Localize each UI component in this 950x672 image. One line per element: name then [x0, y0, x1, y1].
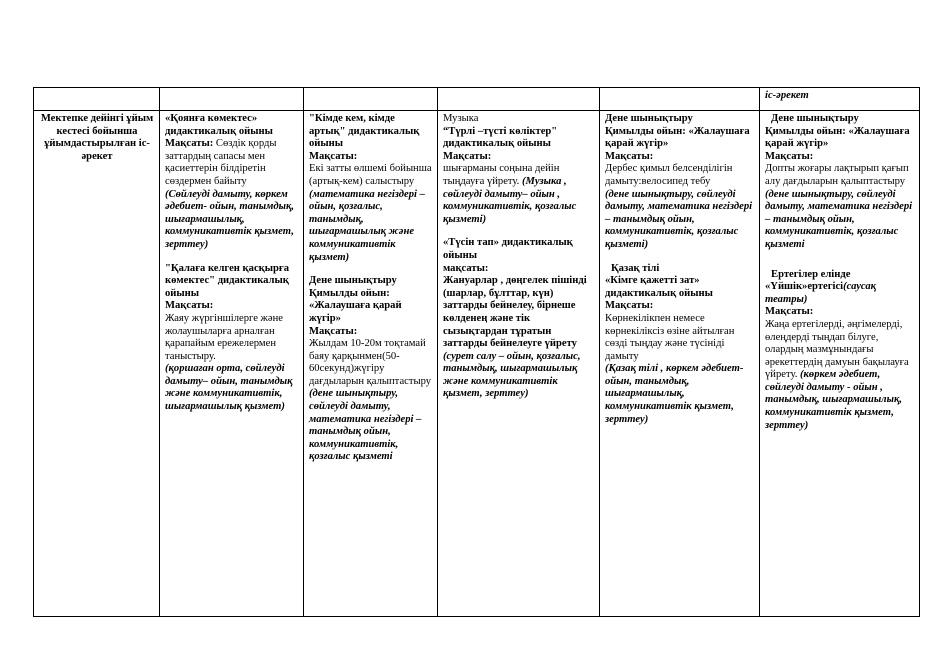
day-cell-3 [438, 111, 600, 617]
activity-areas: (көркем әдебиет, сөйлеуді дамыту - ойын , танымдық, шығармашылық, коммуникативтік қызмет, зерттеу) [765, 369, 902, 431]
activity-areas: (математика негіздері – ойын, қозғалыс, танымдық, шығармашылық және коммуникативтік қызмет) [309, 188, 425, 263]
goal-text: Жаяу жүргіншілерге және жолаушыларға арналған қарапайым ережелермен таныстыру. [165, 312, 283, 362]
goal-text: Жаңа ертегілерді, әңгімелерді, өлеңдерді тыңдап білуге, олардың мазмұнындағы әрекеттердің дамуын бақылауға үйрету. [765, 318, 909, 381]
goal-text: шығарманы соңына дейін тыңдауға үйрету. [443, 163, 560, 187]
top-cell-3 [304, 88, 438, 111]
goal-label: Мақсаты: [765, 306, 814, 318]
goal-text: Көрнекілікпен немесе көрнекіліксіз өзіне айтылған сөзді тыңдау және түсініді дамыту [605, 312, 735, 362]
goal-text: Жануарлар , дөңгелек пішінді (шарлар, бұлттар, күн) заттарды бейнелеу, бірнеше көлденең және тік сызықтардан тұратын заттарды бейнелеуге үйрету [443, 275, 587, 350]
activity-areas: (сурет салу – ойын, қозғалыс, танымдық, шығармашылық және коммуникативтік қызмет, зерттеу) [443, 350, 581, 400]
activity-areas: (Сөйлеуді дамыту, көркем әдебиет- ойын, танымдық, шығармашылық, коммуникативтік қызмет, зерттеу) [165, 188, 295, 250]
subject-title: Ертегілер елінде [771, 268, 851, 280]
game-title: Қимылды ойын: «Жалаушаға қарай жүгір» [309, 287, 402, 324]
game-title: «Түсін тап» дидактикалық ойыны [443, 237, 573, 261]
activity-areas: (Музыка , сөйлеуді дамыту– ойын , коммуникативтік, қозғалыс қызметі) [443, 175, 577, 225]
top-cell-2 [160, 88, 304, 111]
goal-text: Сөздік қорды заттардың сапасы мен қасиеттерін білдіретін сөздермен байыту [165, 138, 277, 187]
game-title: “Түрлі –түсті көліктер" дидактикалық ойыны [443, 125, 558, 150]
activity-areas: (дене шынықтыру, сөйлеуді дамыту, математика негіздері – танымдық ойын, коммуникативтік, қозғалыс қызметі [309, 388, 422, 463]
subject-title: Дене шынықтыру [309, 275, 397, 287]
goal-label: Мақсаты: [165, 138, 214, 150]
schedule-table [33, 87, 920, 617]
activity-areas: (қоршаған орта, сөйлеуді дамыту– ойын, танымдық және коммуникативтік, шығармашылық қызмет) [165, 363, 293, 413]
top-cell-5 [600, 88, 760, 111]
row-header-text: Мектепке дейінгі ұйым кестесі бойынша ұйымдастырылған іс-әрекет [40, 113, 154, 162]
top-cell-6: іс-әрекет [760, 88, 920, 111]
goal-text: Екі затты өлшемі бойынша (артық-кем) салыстыру [309, 163, 432, 187]
activity-areas: (дене шынықтыру, сөйлеуді дамыту, математика негіздері – танымдық ойын, коммуникативтік, қозғалыс қызметі) [605, 188, 753, 250]
goal-label: Мақсаты: [605, 150, 654, 162]
subject-title: Музыка [443, 113, 479, 124]
game-title-note: (саусақ театры) [765, 281, 877, 305]
subject-title: Дене шынықтыру [771, 113, 859, 124]
goal-label: Мақсаты: [443, 150, 492, 162]
game-title: «Кімге қажетті зат» дидактикалық ойыны [605, 275, 713, 299]
day-cell-4 [600, 111, 760, 617]
day-cell-5 [760, 111, 920, 617]
game-title: "Қалаға келген қасқырға көмектес" дидактикалық ойыны [165, 262, 290, 299]
game-title: «Үйшік»ертегісі [765, 281, 844, 293]
goal-text: Допты жоғары лақтырып қағып алу дағдыларын қалыптастыру [765, 163, 909, 187]
day-cell-1 [160, 111, 304, 617]
subject-title: Дене шынықтыру [605, 113, 693, 124]
subject-title: Қазақ тілі [611, 262, 660, 274]
game-title: Қимылды ойын: «Жалаушаға қарай жүгір» [765, 125, 910, 150]
top-cell-1 [34, 88, 160, 111]
row-header-cell [34, 111, 160, 617]
goal-label: Мақсаты: [765, 150, 814, 162]
game-title: Қимылды ойын: «Жалаушаға қарай жүгір» [605, 125, 750, 150]
day-cell-2 [304, 111, 438, 617]
game-title: «Қоянға көмектес» дидактикалық ойыны [165, 113, 273, 137]
goal-text: Жылдам 10-20м тоқтамай баяу қарқынмен(50-60секунд)жүгіру дағдыларын қалыптастыру [309, 338, 432, 387]
goal-label: Мақсаты: [605, 300, 654, 312]
goal-label: Мақсаты: [309, 325, 358, 337]
goal-label: Мақсаты: [309, 150, 358, 162]
goal-label: мақсаты: [443, 262, 489, 274]
goal-text: Дербес қимыл белсенділігін дамыту:велосипед тебу [605, 163, 733, 187]
game-title: "Кімде кем, кімде артық" дидактикалық ойыны [309, 113, 420, 150]
top-cell-4 [438, 88, 600, 111]
activity-areas: (Қазақ тілі , көркем әдебиет- ойын, танымдық, шығармашылық, коммуникативтік қызмет, зерттеу) [605, 363, 744, 425]
table-row [34, 111, 920, 617]
table-header-row [34, 88, 920, 111]
activity-areas: (дене шынықтыру, сөйлеуді дамыту, математика негіздері – танымдық ойын, коммуникативтік, қозғалыс қызметі [765, 188, 913, 250]
goal-label: Мақсаты: [165, 300, 214, 312]
